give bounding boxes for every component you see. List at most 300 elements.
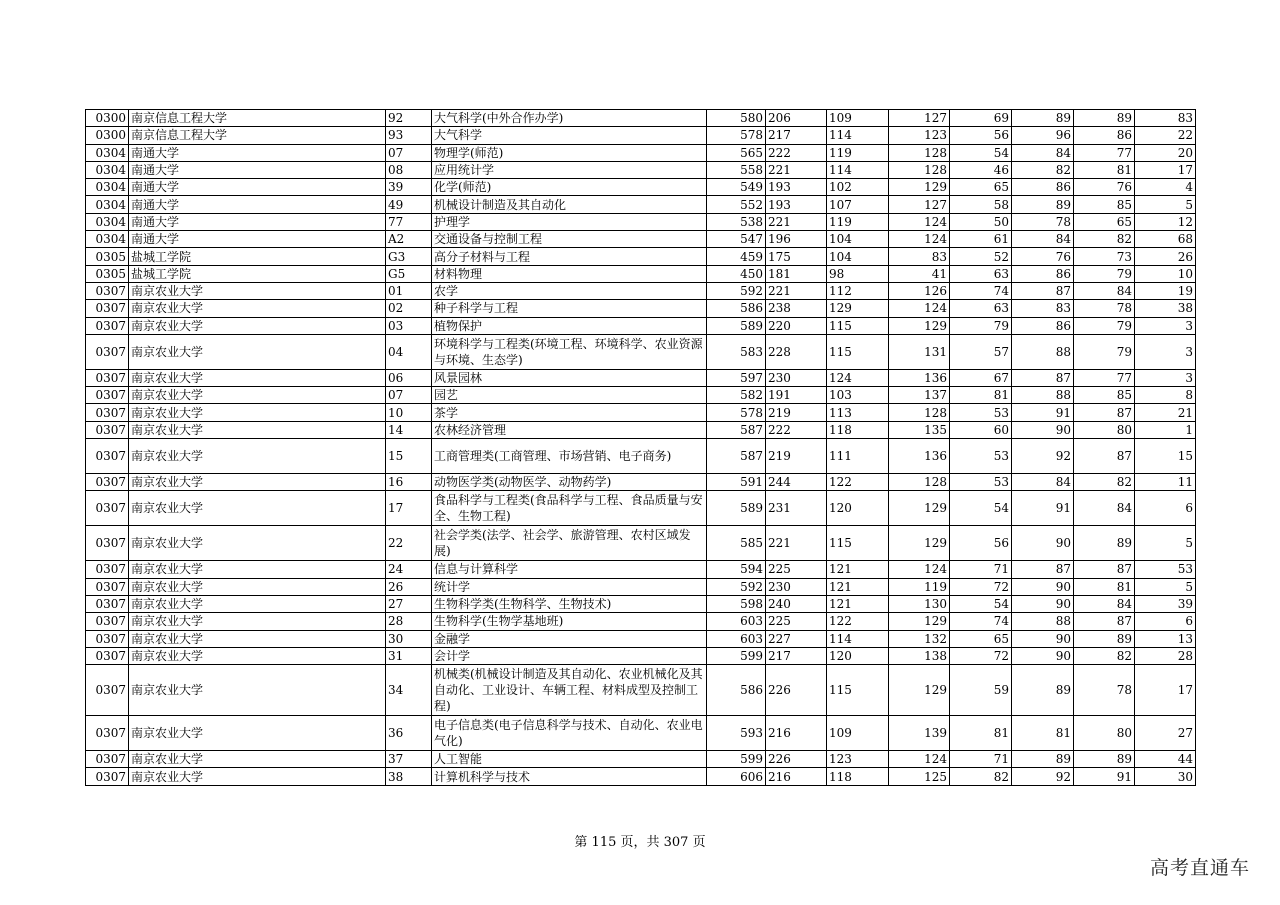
major-name-cell: 生物科学类(生物科学、生物技术) xyxy=(432,595,707,612)
score-cell: 65 xyxy=(1074,213,1135,230)
major-code-cell: 06 xyxy=(386,369,432,386)
score-cell: 87 xyxy=(1012,369,1074,386)
school-code-cell: 0307 xyxy=(86,647,129,664)
score-cell: 132 xyxy=(889,630,950,647)
score-cell: 129 xyxy=(889,613,950,630)
major-code-cell: 08 xyxy=(386,161,432,178)
table-row xyxy=(86,561,1196,578)
score-cell: 120 xyxy=(827,491,889,526)
major-name-cell: 物理学(师范) xyxy=(432,144,707,161)
score-cell: 88 xyxy=(1012,387,1074,404)
major-code-cell: 34 xyxy=(386,665,432,716)
score-cell: 90 xyxy=(1012,647,1074,664)
score-cell: 46 xyxy=(950,161,1012,178)
table-row xyxy=(86,613,1196,630)
score-cell: 219 xyxy=(766,404,827,421)
school-code-cell: 0300 xyxy=(86,127,129,144)
score-cell: 89 xyxy=(1074,526,1135,561)
page-number: 第 115 页，共 307 页 xyxy=(574,835,706,850)
school-code-cell: 0307 xyxy=(86,491,129,526)
score-cell: 219 xyxy=(766,439,827,474)
school-code-cell: 0307 xyxy=(86,716,129,751)
major-name-cell: 统计学 xyxy=(432,578,707,595)
score-cell: 84 xyxy=(1074,491,1135,526)
score-cell: 115 xyxy=(827,317,889,334)
score-cell: 65 xyxy=(950,179,1012,196)
score-cell: 89 xyxy=(1074,630,1135,647)
major-code-cell: 16 xyxy=(386,474,432,491)
score-cell: 196 xyxy=(766,231,827,248)
score-cell: 129 xyxy=(827,300,889,317)
score-cell: 124 xyxy=(889,213,950,230)
school-name-cell: 南京农业大学 xyxy=(129,491,386,526)
score-cell: 90 xyxy=(1012,578,1074,595)
score-cell: 193 xyxy=(766,196,827,213)
score-cell: 114 xyxy=(827,161,889,178)
table-row xyxy=(86,369,1196,386)
count-cell: 83 xyxy=(1135,110,1196,127)
school-code-cell: 0307 xyxy=(86,439,129,474)
score-cell: 136 xyxy=(889,369,950,386)
score-cell: 86 xyxy=(1012,317,1074,334)
score-cell: 109 xyxy=(827,110,889,127)
major-code-cell: 39 xyxy=(386,179,432,196)
score-cell: 549 xyxy=(707,179,766,196)
table-row xyxy=(86,404,1196,421)
major-code-cell: 49 xyxy=(386,196,432,213)
score-cell: 221 xyxy=(766,282,827,299)
count-cell: 12 xyxy=(1135,213,1196,230)
score-cell: 118 xyxy=(827,421,889,438)
major-name-cell: 大气科学 xyxy=(432,127,707,144)
school-name-cell: 南京农业大学 xyxy=(129,751,386,768)
score-cell: 90 xyxy=(1012,630,1074,647)
score-cell: 128 xyxy=(889,144,950,161)
count-cell: 5 xyxy=(1135,526,1196,561)
table-row xyxy=(86,248,1196,265)
count-cell: 10 xyxy=(1135,265,1196,282)
score-cell: 113 xyxy=(827,404,889,421)
score-cell: 137 xyxy=(889,387,950,404)
score-cell: 81 xyxy=(1012,716,1074,751)
table-row xyxy=(86,265,1196,282)
major-name-cell: 茶学 xyxy=(432,404,707,421)
major-code-cell: 22 xyxy=(386,526,432,561)
score-cell: 58 xyxy=(950,196,1012,213)
table-row xyxy=(86,630,1196,647)
score-cell: 222 xyxy=(766,421,827,438)
count-cell: 20 xyxy=(1135,144,1196,161)
count-cell: 38 xyxy=(1135,300,1196,317)
school-name-cell: 盐城工学院 xyxy=(129,248,386,265)
school-name-cell: 南通大学 xyxy=(129,144,386,161)
count-cell: 11 xyxy=(1135,474,1196,491)
score-cell: 76 xyxy=(1074,179,1135,196)
school-code-cell: 0307 xyxy=(86,768,129,785)
score-cell: 84 xyxy=(1012,144,1074,161)
score-cell: 91 xyxy=(1074,768,1135,785)
score-cell: 129 xyxy=(889,526,950,561)
score-cell: 136 xyxy=(889,439,950,474)
score-cell: 139 xyxy=(889,716,950,751)
major-code-cell: 14 xyxy=(386,421,432,438)
score-cell: 231 xyxy=(766,491,827,526)
school-code-cell: 0307 xyxy=(86,613,129,630)
score-cell: 126 xyxy=(889,282,950,299)
major-code-cell: 24 xyxy=(386,561,432,578)
score-cell: 552 xyxy=(707,196,766,213)
school-name-cell: 南京农业大学 xyxy=(129,369,386,386)
count-cell: 28 xyxy=(1135,647,1196,664)
school-name-cell: 南京农业大学 xyxy=(129,665,386,716)
score-cell: 123 xyxy=(827,751,889,768)
major-code-cell: 02 xyxy=(386,300,432,317)
score-cell: 591 xyxy=(707,474,766,491)
score-cell: 112 xyxy=(827,282,889,299)
score-cell: 91 xyxy=(1012,491,1074,526)
score-cell: 89 xyxy=(1012,665,1074,716)
score-cell: 138 xyxy=(889,647,950,664)
score-cell: 104 xyxy=(827,231,889,248)
major-name-cell: 生物科学(生物学基地班) xyxy=(432,613,707,630)
score-cell: 74 xyxy=(950,613,1012,630)
score-cell: 87 xyxy=(1074,613,1135,630)
score-cell: 79 xyxy=(1074,334,1135,369)
score-cell: 130 xyxy=(889,595,950,612)
school-code-cell: 0300 xyxy=(86,110,129,127)
major-name-cell: 大气科学(中外合作办学) xyxy=(432,110,707,127)
score-cell: 82 xyxy=(1074,474,1135,491)
school-code-cell: 0307 xyxy=(86,421,129,438)
school-name-cell: 南京农业大学 xyxy=(129,300,386,317)
score-cell: 90 xyxy=(1012,526,1074,561)
score-cell: 89 xyxy=(1012,196,1074,213)
score-cell: 118 xyxy=(827,768,889,785)
score-cell: 217 xyxy=(766,647,827,664)
score-cell: 127 xyxy=(889,196,950,213)
school-code-cell: 0307 xyxy=(86,317,129,334)
score-cell: 121 xyxy=(827,578,889,595)
major-name-cell: 应用统计学 xyxy=(432,161,707,178)
school-code-cell: 0307 xyxy=(86,526,129,561)
score-cell: 589 xyxy=(707,317,766,334)
score-cell: 87 xyxy=(1074,439,1135,474)
school-name-cell: 盐城工学院 xyxy=(129,265,386,282)
school-name-cell: 南京农业大学 xyxy=(129,613,386,630)
score-cell: 128 xyxy=(889,404,950,421)
major-code-cell: 38 xyxy=(386,768,432,785)
score-cell: 589 xyxy=(707,491,766,526)
table-row xyxy=(86,526,1196,561)
score-cell: 87 xyxy=(1012,561,1074,578)
table-row xyxy=(86,300,1196,317)
major-code-cell: 92 xyxy=(386,110,432,127)
major-code-cell: 04 xyxy=(386,334,432,369)
major-code-cell: 31 xyxy=(386,647,432,664)
score-cell: 227 xyxy=(766,630,827,647)
major-name-cell: 金融学 xyxy=(432,630,707,647)
major-code-cell: 37 xyxy=(386,751,432,768)
score-cell: 115 xyxy=(827,334,889,369)
major-code-cell: G5 xyxy=(386,265,432,282)
school-name-cell: 南通大学 xyxy=(129,196,386,213)
score-cell: 585 xyxy=(707,526,766,561)
score-cell: 82 xyxy=(1012,161,1074,178)
score-cell: 53 xyxy=(950,474,1012,491)
score-cell: 72 xyxy=(950,647,1012,664)
school-name-cell: 南京农业大学 xyxy=(129,317,386,334)
score-cell: 222 xyxy=(766,144,827,161)
score-cell: 52 xyxy=(950,248,1012,265)
major-code-cell: 01 xyxy=(386,282,432,299)
school-name-cell: 南京农业大学 xyxy=(129,526,386,561)
score-cell: 87 xyxy=(1074,404,1135,421)
table-row xyxy=(86,751,1196,768)
score-cell: 86 xyxy=(1074,127,1135,144)
score-cell: 238 xyxy=(766,300,827,317)
score-cell: 81 xyxy=(950,716,1012,751)
major-code-cell: 36 xyxy=(386,716,432,751)
score-cell: 115 xyxy=(827,665,889,716)
school-code-cell: 0304 xyxy=(86,144,129,161)
count-cell: 8 xyxy=(1135,387,1196,404)
major-code-cell: 15 xyxy=(386,439,432,474)
major-name-cell: 农学 xyxy=(432,282,707,299)
count-cell: 30 xyxy=(1135,768,1196,785)
score-cell: 587 xyxy=(707,439,766,474)
score-cell: 96 xyxy=(1012,127,1074,144)
score-cell: 121 xyxy=(827,595,889,612)
score-cell: 60 xyxy=(950,421,1012,438)
score-cell: 206 xyxy=(766,110,827,127)
score-cell: 87 xyxy=(1074,561,1135,578)
score-cell: 81 xyxy=(950,387,1012,404)
score-cell: 129 xyxy=(889,317,950,334)
score-cell: 128 xyxy=(889,161,950,178)
score-cell: 578 xyxy=(707,127,766,144)
score-cell: 111 xyxy=(827,439,889,474)
score-cell: 54 xyxy=(950,144,1012,161)
major-name-cell: 人工智能 xyxy=(432,751,707,768)
table-row xyxy=(86,421,1196,438)
school-code-cell: 0307 xyxy=(86,595,129,612)
score-cell: 79 xyxy=(950,317,1012,334)
school-name-cell: 南通大学 xyxy=(129,161,386,178)
score-cell: 53 xyxy=(950,404,1012,421)
table-row xyxy=(86,647,1196,664)
score-cell: 603 xyxy=(707,630,766,647)
score-cell: 104 xyxy=(827,248,889,265)
count-cell: 39 xyxy=(1135,595,1196,612)
score-cell: 73 xyxy=(1074,248,1135,265)
score-cell: 107 xyxy=(827,196,889,213)
table-row xyxy=(86,334,1196,369)
score-cell: 240 xyxy=(766,595,827,612)
school-name-cell: 南京信息工程大学 xyxy=(129,110,386,127)
score-cell: 120 xyxy=(827,647,889,664)
score-cell: 86 xyxy=(1012,179,1074,196)
school-name-cell: 南京农业大学 xyxy=(129,334,386,369)
score-cell: 592 xyxy=(707,282,766,299)
table-row xyxy=(86,716,1196,751)
school-name-cell: 南京农业大学 xyxy=(129,421,386,438)
table-row xyxy=(86,161,1196,178)
school-name-cell: 南通大学 xyxy=(129,231,386,248)
score-cell: 586 xyxy=(707,300,766,317)
score-cell: 217 xyxy=(766,127,827,144)
score-cell: 226 xyxy=(766,751,827,768)
major-name-cell: 会计学 xyxy=(432,647,707,664)
score-cell: 558 xyxy=(707,161,766,178)
score-cell: 124 xyxy=(889,300,950,317)
score-cell: 221 xyxy=(766,526,827,561)
table-row xyxy=(86,317,1196,334)
score-cell: 56 xyxy=(950,526,1012,561)
major-name-cell: 计算机科学与技术 xyxy=(432,768,707,785)
score-cell: 216 xyxy=(766,716,827,751)
major-name-cell: 材料物理 xyxy=(432,265,707,282)
major-name-cell: 交通设备与控制工程 xyxy=(432,231,707,248)
school-name-cell: 南京信息工程大学 xyxy=(129,127,386,144)
score-cell: 83 xyxy=(1012,300,1074,317)
school-name-cell: 南京农业大学 xyxy=(129,387,386,404)
score-cell: 89 xyxy=(1012,751,1074,768)
score-cell: 114 xyxy=(827,127,889,144)
score-cell: 226 xyxy=(766,665,827,716)
admission-score-table xyxy=(85,109,1196,786)
score-cell: 63 xyxy=(950,300,1012,317)
table-row xyxy=(86,144,1196,161)
score-cell: 90 xyxy=(1012,595,1074,612)
school-name-cell: 南京农业大学 xyxy=(129,647,386,664)
score-cell: 82 xyxy=(950,768,1012,785)
table-row xyxy=(86,196,1196,213)
score-cell: 88 xyxy=(1012,613,1074,630)
score-cell: 125 xyxy=(889,768,950,785)
score-cell: 119 xyxy=(827,213,889,230)
score-cell: 57 xyxy=(950,334,1012,369)
score-cell: 85 xyxy=(1074,196,1135,213)
score-cell: 88 xyxy=(1012,334,1074,369)
score-cell: 129 xyxy=(889,665,950,716)
school-code-cell: 0304 xyxy=(86,161,129,178)
score-cell: 81 xyxy=(1074,161,1135,178)
count-cell: 3 xyxy=(1135,317,1196,334)
score-cell: 81 xyxy=(1074,578,1135,595)
score-cell: 228 xyxy=(766,334,827,369)
school-name-cell: 南通大学 xyxy=(129,213,386,230)
school-name-cell: 南京农业大学 xyxy=(129,404,386,421)
score-cell: 86 xyxy=(1012,265,1074,282)
score-cell: 578 xyxy=(707,404,766,421)
major-name-cell: 农林经济管理 xyxy=(432,421,707,438)
table-row xyxy=(86,127,1196,144)
score-cell: 225 xyxy=(766,613,827,630)
table-row xyxy=(86,474,1196,491)
score-cell: 580 xyxy=(707,110,766,127)
score-cell: 90 xyxy=(1012,421,1074,438)
count-cell: 5 xyxy=(1135,578,1196,595)
table-row xyxy=(86,768,1196,785)
count-cell: 3 xyxy=(1135,369,1196,386)
school-name-cell: 南京农业大学 xyxy=(129,768,386,785)
score-cell: 85 xyxy=(1074,387,1135,404)
major-code-cell: 26 xyxy=(386,578,432,595)
score-cell: 122 xyxy=(827,474,889,491)
score-cell: 71 xyxy=(950,561,1012,578)
count-cell: 5 xyxy=(1135,196,1196,213)
score-cell: 123 xyxy=(889,127,950,144)
count-cell: 6 xyxy=(1135,491,1196,526)
score-cell: 89 xyxy=(1012,110,1074,127)
score-cell: 122 xyxy=(827,613,889,630)
score-cell: 54 xyxy=(950,595,1012,612)
major-name-cell: 机械设计制造及其自动化 xyxy=(432,196,707,213)
score-cell: 582 xyxy=(707,387,766,404)
school-name-cell: 南通大学 xyxy=(129,179,386,196)
major-name-cell: 信息与计算科学 xyxy=(432,561,707,578)
score-cell: 128 xyxy=(889,474,950,491)
score-cell: 216 xyxy=(766,768,827,785)
count-cell: 68 xyxy=(1135,231,1196,248)
school-name-cell: 南京农业大学 xyxy=(129,561,386,578)
score-cell: 124 xyxy=(889,751,950,768)
score-cell: 450 xyxy=(707,265,766,282)
score-cell: 98 xyxy=(827,265,889,282)
score-cell: 61 xyxy=(950,231,1012,248)
major-code-cell: 03 xyxy=(386,317,432,334)
score-cell: 599 xyxy=(707,751,766,768)
score-cell: 83 xyxy=(889,248,950,265)
school-code-cell: 0307 xyxy=(86,474,129,491)
major-name-cell: 机械类(机械设计制造及其自动化、农业机械化及其自动化、工业设计、车辆工程、材料成型及控制工程) xyxy=(432,665,707,716)
score-cell: 598 xyxy=(707,595,766,612)
score-cell: 583 xyxy=(707,334,766,369)
score-cell: 119 xyxy=(827,144,889,161)
count-cell: 4 xyxy=(1135,179,1196,196)
score-cell: 41 xyxy=(889,265,950,282)
school-code-cell: 0304 xyxy=(86,213,129,230)
score-cell: 129 xyxy=(889,491,950,526)
school-name-cell: 南京农业大学 xyxy=(129,595,386,612)
score-cell: 191 xyxy=(766,387,827,404)
count-cell: 6 xyxy=(1135,613,1196,630)
table-row xyxy=(86,665,1196,716)
count-cell: 19 xyxy=(1135,282,1196,299)
score-cell: 74 xyxy=(950,282,1012,299)
count-cell: 27 xyxy=(1135,716,1196,751)
score-cell: 597 xyxy=(707,369,766,386)
school-name-cell: 南京农业大学 xyxy=(129,474,386,491)
score-cell: 129 xyxy=(889,179,950,196)
score-cell: 77 xyxy=(1074,144,1135,161)
school-name-cell: 南京农业大学 xyxy=(129,282,386,299)
score-cell: 124 xyxy=(889,231,950,248)
school-code-cell: 0307 xyxy=(86,404,129,421)
score-cell: 53 xyxy=(950,439,1012,474)
table-row xyxy=(86,179,1196,196)
score-cell: 80 xyxy=(1074,421,1135,438)
score-cell: 124 xyxy=(889,561,950,578)
score-cell: 84 xyxy=(1074,282,1135,299)
major-code-cell: 10 xyxy=(386,404,432,421)
table-body xyxy=(86,110,1196,786)
school-code-cell: 0307 xyxy=(86,751,129,768)
score-cell: 82 xyxy=(1074,647,1135,664)
score-cell: 87 xyxy=(1012,282,1074,299)
major-code-cell: 77 xyxy=(386,213,432,230)
major-code-cell: G3 xyxy=(386,248,432,265)
